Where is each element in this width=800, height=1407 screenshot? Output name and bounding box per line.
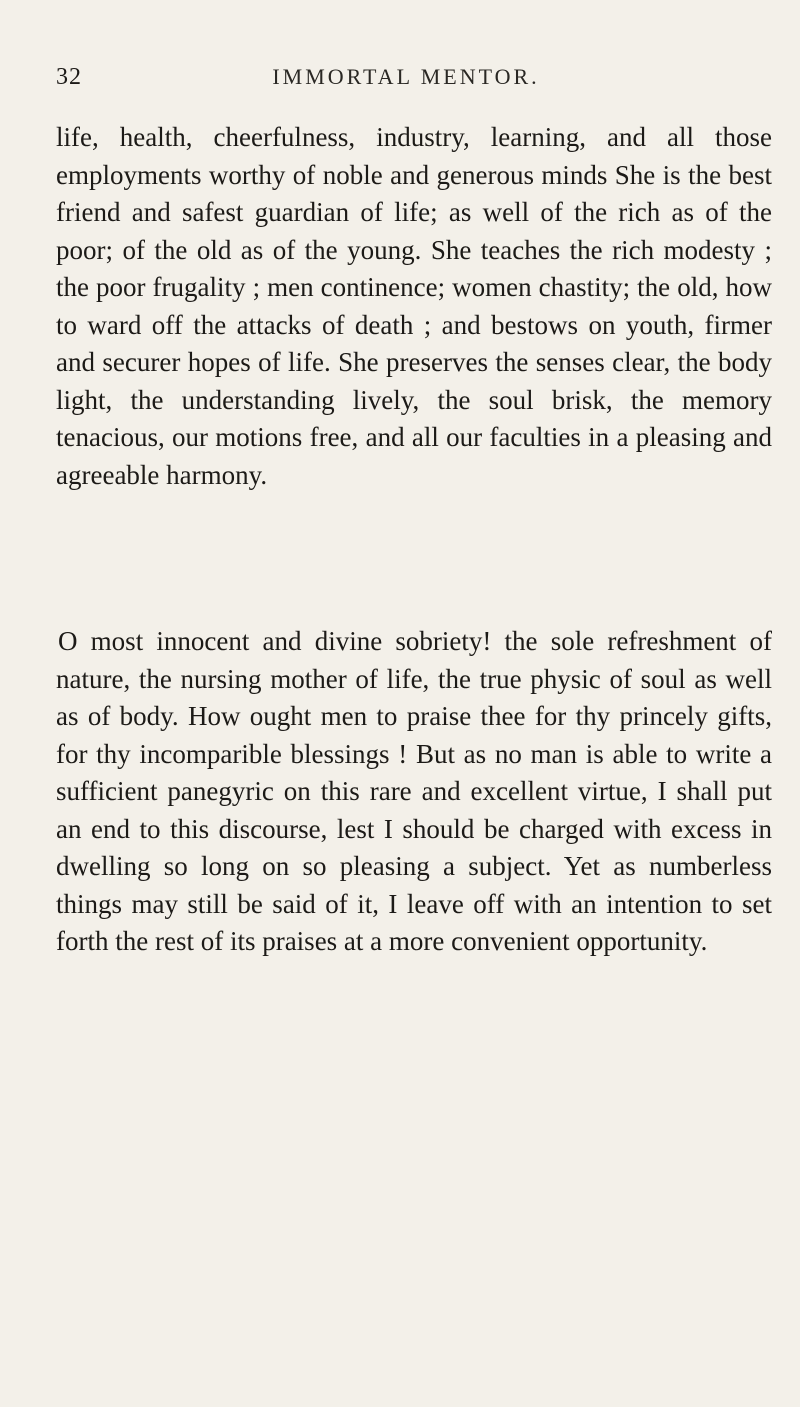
page-header — [56, 64, 756, 104]
page-number: 32 — [56, 64, 82, 90]
paragraph-2: O most innocent and divine sobriety! the sole refreshment of nature, the nursing mother of life, the true physic of soul as well as of body. How ought men to praise thee for thy princely gifts, for thy incomparible blessings ! But as no man is able to write a sufficient panegyric on this rare and excellent virtue, I shall put an end to this discourse, lest I should be charged with excess in dwelling so long on so pleasing a subject. Yet as numberless things may still be said of it, I leave off with an intention to set forth the rest of its praises at a more convenient opportunity. — [56, 626, 772, 956]
paragraph-1: life, health, cheerfulness, industry, learning, and all those employments worthy of noble and generous minds She is the best friend and safest guardian of life; as well of the rich as of the poor; of the old as of the young. She teaches the rich modesty ; the poor frugality ; men continence; women chastity; the old, how to ward off the attacks of death ; and bestows on youth, firmer and securer hopes of life. She preserves the senses clear, the body light, the understanding lively, the soul brisk, the memory tenacious, our motions free, and all our faculties in a pleasing and agreeable harmony. — [56, 122, 772, 490]
running-head: IMMORTAL MENTOR. — [272, 64, 540, 89]
